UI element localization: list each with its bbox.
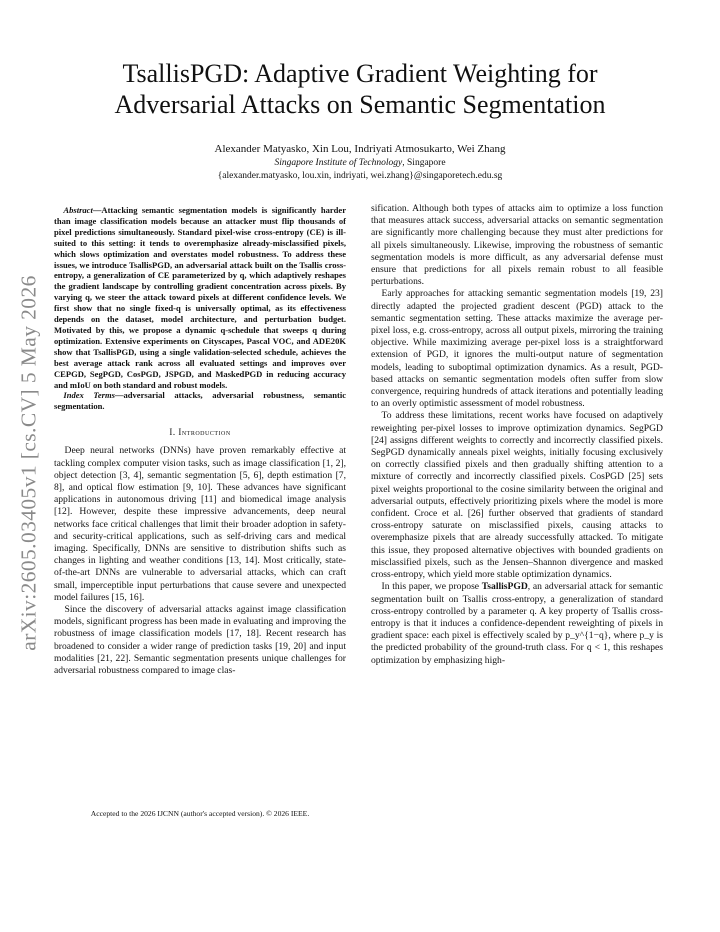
affiliation-institute: Singapore Institute of Technology (274, 158, 403, 168)
arxiv-id: arXiv:2605.03405v1 [cs.CV] 5 May 2026 (16, 275, 41, 651)
right-column (371, 203, 663, 667)
p4-part-1: In this paper, we propose (381, 581, 482, 593)
authors: Alexander Matyasko, Xin Lou, Indriyati Atmosukarto, Wei Zhang (214, 143, 506, 155)
abstract (54, 205, 346, 390)
index-terms-lead: Index Terms (63, 390, 115, 401)
index-terms (54, 390, 346, 412)
title-line-2: Adversarial Attacks on Semantic Segmentation (114, 90, 606, 119)
affiliation-country: , Singapore (402, 158, 446, 168)
intro-paragraph-2: Since the discovery of adversarial attacks against image classification models, significant progress has been made in evaluating and improving the robustness of image classification models [17, 18]. Recent research has broadened to consider a wider range of prediction tasks [19, 20] and input modalities [21, 22]. Semantic segmentation presents unique challenges for adversarial robustness compared to image clas- (54, 604, 346, 677)
arxiv-sidebar (14, 248, 44, 678)
author-emails: {alexander.matyasko, lou.xin, indriyati, wei.zhang}@singaporetech.edu.sg (217, 171, 503, 181)
intro-paragraph-1: Deep neural networks (DNNs) have proven remarkably effective at tackling complex computer vision tasks, such as image classification [1, 2], object detection [3, 4], semantic segmentation [5, 6], depth estimation [7, 8], and optical flow estimation [9, 10]. These advances have significant applications in autonomous driving [11] and biomedical image analysis [12]. However, despite these impressive advancements, deep neural networks face critical challenges that limit their broader adoption in safety- and security-critical applications, such as self-driving cars and medical imaging. Specifically, DNNs are sensitive to distribution shifts such as changes in lighting and weather conditions [13, 14]. Most critically, state-of-the-art DNNs are vulnerable to adversarial attacks, which can craft small, imperceptible input perturbations that cause severe and unexpected model failures [15, 16]. (54, 445, 346, 603)
affiliation (70, 157, 650, 169)
index-terms-text: —adversarial attacks, adversarial robustness, semantic segmentation. (54, 390, 346, 412)
paper-title (70, 58, 650, 120)
p4-method-name: TsallisPGD (481, 581, 528, 593)
right-paragraph-1: sification. Although both types of attacks aim to optimize a loss function that measures attack success, adversarial attacks on semantic segmentation are significantly more challenging because they must alter predictions for all pixels simultaneously. Likewise, improving the robustness of semantic segmentation models is more difficult, as any adversarial defense must ensure that predictions for all pixels remain robust to all feasible perturbations. (371, 203, 663, 288)
right-paragraph-3: To address these limitations, recent works have focused on adaptively reweighting per-pixel losses to improve optimization dynamics. SegPGD [24] assigns different weights to correctly and incorrectly classified pixels. SegPGD dynamically anneals pixel weights, initially focusing exclusively on correctly classified pixels and then gradually shifting attention to a mixture of correctly and incorrectly classified pixels. CosPGD [25] sets pixel weights proportional to the cosine similarity between the original and adversarial outputs, effectively prioritizing pixels where the model is more confident. Croce et al. [26] further observed that gradients of standard cross-entropy saturate on misclassified pixels, causing attacks to overemphasize pixels that are already successfully attacked. To mitigate this issue, they proposed alternative objectives with bounded gradients on misclassified pixels, such as the Jensen–Shannon divergence and masked cross-entropy, which yield more stable optimization dynamics. (371, 410, 663, 581)
footer-note: Accepted to the 2026 IJCNN (author's accepted version). © 2026 IEEE. (90, 809, 310, 818)
left-column (54, 205, 346, 677)
title-line-1: TsallisPGD: Adaptive Gradient Weighting for (122, 59, 598, 88)
abstract-lead: Abstract (63, 205, 93, 215)
section-title: Introduction (178, 427, 231, 438)
abstract-text: —Attacking semantic segmentation models is significantly harder than image classification models because an attacker must flip thousands of pixel predictions simultaneously. Standard pixel-wise cross-entropy (CE) is ill-suited to this setting: it tends to overemphasize already-misclassified pixels, which slows optimization and overstates model robustness. To address these issues, we introduce TsallisPGD, an adversarial attack built on the Tsallis cross-entropy, a generalization of CE parameterized by q, which adaptively reshapes the gradient landscape by controlling gradient concentration across pixels. By varying q, we steer the attack toward pixels at different confidence levels. We first show that no single fixed-q is universally optimal, as its effectiveness depends on the dataset, model architecture, and perturbation budget. Motivated by this, we propose a dynamic q-schedule that sweeps q during optimization. Extensive experiments on Cityscapes, Pascal VOC, and ADE20K show that TsallisPGD, using a single validation-selected schedule, achieves the best average attack rank across all evaluated settings and improves over CEPGD, SegPGD, CosPGD, JSPGD, and MaskedPGD in reducing accuracy and mIoU on both standard and robust models. (54, 205, 346, 390)
p4-part-2: , an adversarial attack for semantic segmentation built on Tsallis cross-entropy, a generalization of standard cross-entropy controlled by a parameter q. A key property of Tsallis cross-entropy is that it induces a confidence-dependent reweighting of pixels in gradient space: each pixel is effectively scaled by p_y^{1−q}, where p_y is the predicted probability of the ground-truth class. For q < 1, this reshapes optimization by emphasizing high- (371, 581, 663, 666)
section-heading (54, 426, 346, 438)
section-number: I. (169, 427, 179, 438)
right-paragraph-2: Early approaches for attacking semantic segmentation models [19, 23] directly adapted the projected gradient descent (PGD) attack to the semantic segmentation setting. These attacks maximize the average per-pixel loss, e.g. cross-entropy, across all output pixels, mirroring the training objective. While maximizing average per-pixel loss is a straightforward extension of PGD, it ignores the multi-output nature of segmentation models, leading to suboptimal optimization dynamics. As a result, PGD-based attacks on semantic segmentation models often suffer from slow convergence, requiring hundreds of attack iterations and potentially leading to an overly optimistic assessment of model robustness. (371, 288, 663, 410)
right-paragraph-4 (371, 581, 663, 666)
